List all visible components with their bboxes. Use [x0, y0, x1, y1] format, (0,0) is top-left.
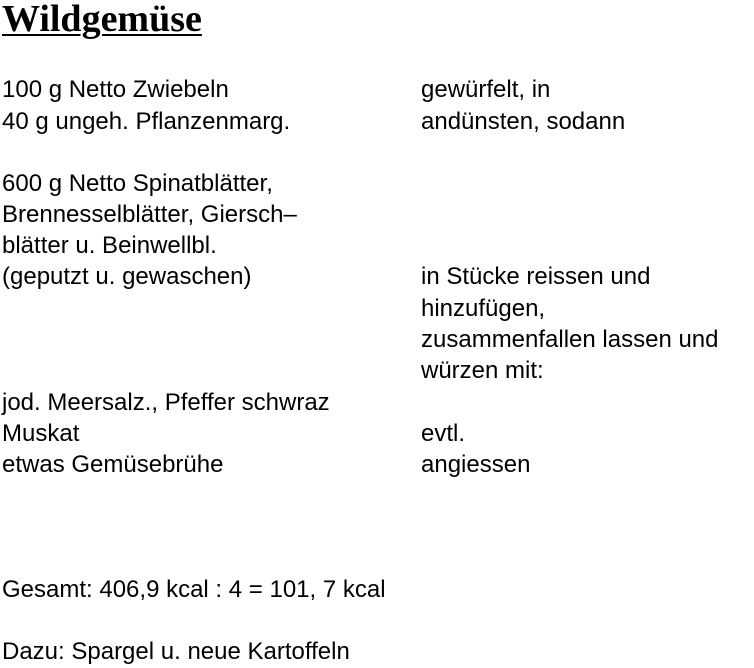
- ingredient-line: Muskat: [2, 420, 80, 447]
- instruction-line: gewürfelt, in: [421, 76, 551, 103]
- calorie-total: Gesamt: 406,9 kcal : 4 = 101, 7 kcal: [2, 576, 386, 603]
- ingredient-line: 600 g Netto Spinatblätter,: [2, 170, 273, 197]
- ingredient-line: etwas Gemüsebrühe: [2, 451, 224, 478]
- instruction-line: hinzufügen,: [421, 295, 546, 322]
- instruction-line: angiessen: [421, 451, 531, 478]
- ingredient-line: blätter u. Beinwellbl.: [2, 232, 217, 259]
- instruction-line: zusammenfallen lassen und: [421, 326, 719, 353]
- recipe-title: Wildgemüse: [2, 0, 202, 40]
- instruction-line: evtl.: [421, 420, 466, 447]
- instruction-line: würzen mit:: [421, 357, 544, 384]
- ingredient-line: 40 g ungeh. Pflanzenmarg.: [2, 108, 291, 135]
- instruction-line: in Stücke reissen und: [421, 263, 651, 290]
- ingredient-line: Brennesselblätter, Giersch–: [2, 201, 297, 228]
- ingredient-line: 100 g Netto Zwiebeln: [2, 76, 229, 103]
- serving-suggestion: Dazu: Spargel u. neue Kartoffeln: [2, 638, 350, 665]
- instruction-line: andünsten, sodann: [421, 108, 626, 135]
- ingredient-line: (geputzt u. gewaschen): [2, 263, 252, 290]
- ingredient-line: jod. Meersalz., Pfeffer schwraz: [2, 389, 330, 416]
